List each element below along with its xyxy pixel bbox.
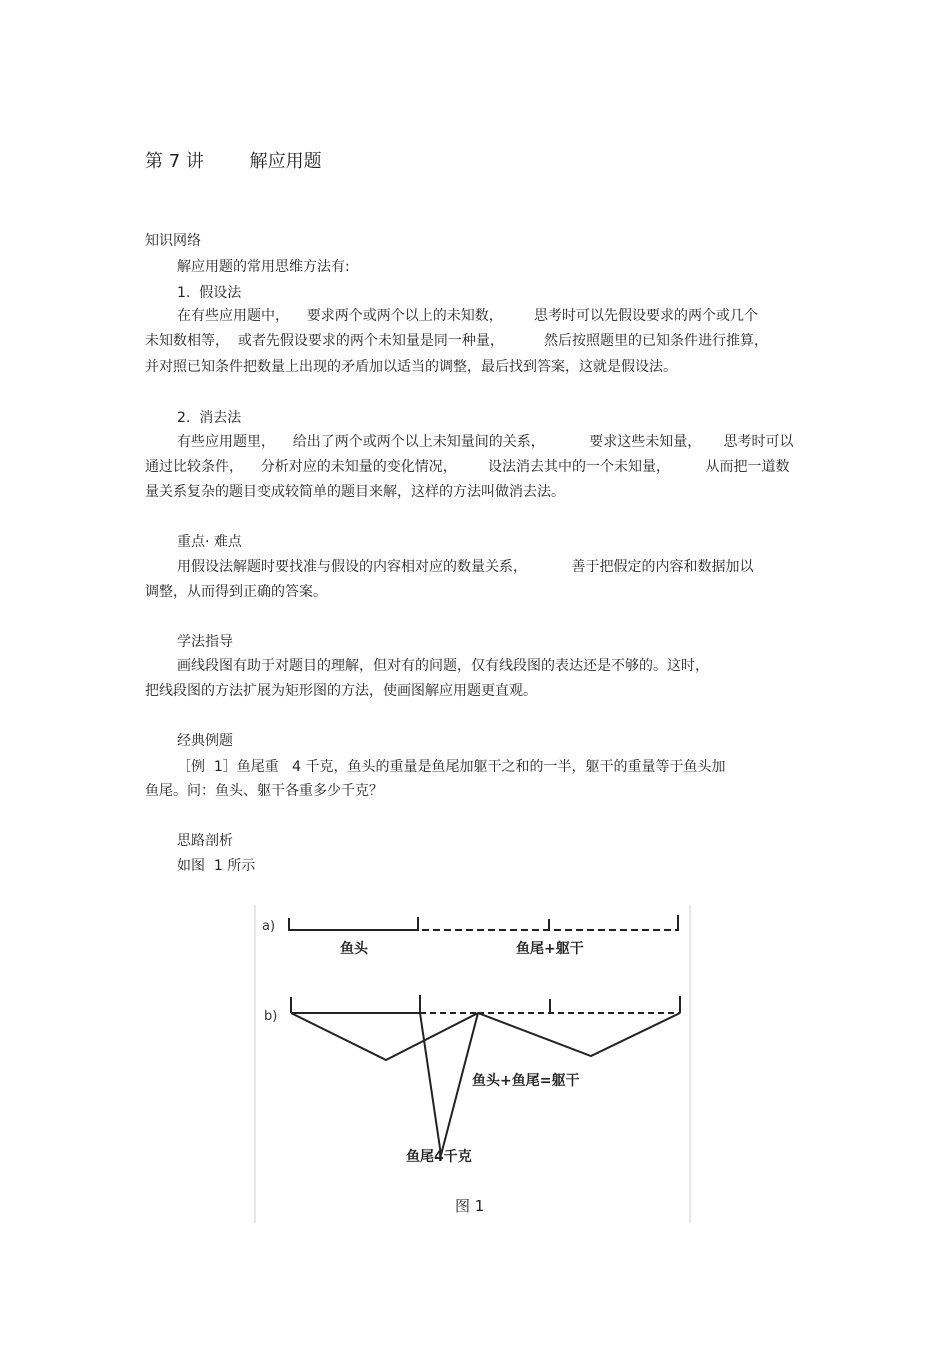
examples-heading: 经典例题 (177, 733, 233, 749)
line-segment-figure (254, 905, 692, 1223)
head-plus-tail-equals-body-label: 鱼头+鱼尾=躯干 (472, 1073, 580, 1089)
example-line-2: 鱼尾。问：鱼头、躯干各重多少千克？ (145, 783, 383, 799)
tail-plus-body-label: 鱼尾+躯干 (516, 941, 584, 957)
method2-line-2: 通过比较条件， 分析对应的未知量的变化情况， 设法消去其中的一个未知量， 从而把一道数 (145, 459, 790, 475)
study-guide-heading: 学法指导 (177, 634, 233, 650)
method2-heading: 2. 消去法 (177, 410, 242, 426)
label-a: a) (262, 919, 276, 934)
method2-line-1: 有些应用题里， 给出了两个或两个以上未知量间的关系， 要求这些未知量， 思考时可以 (177, 434, 794, 450)
key-points-line-1: 用假设法解题时要找准与假设的内容相对应的数量关系， 善于把假定的内容和数据加以 (177, 559, 754, 575)
tail-4kg-label: 鱼尾4千克 (406, 1149, 472, 1165)
figure-caption: 图 1 (455, 1197, 485, 1215)
study-guide-line-2: 把线段图的方法扩展为矩形图的方法，使画图解应用题更直观。 (145, 683, 537, 699)
heading-knowledge-network: 知识网络 (145, 233, 201, 249)
method1-line-1: 在有些应用题中， 要求两个或两个以上的未知数， 思考时可以先假设要求的两个或几个 (177, 308, 758, 324)
method1-line-2: 未知数相等， 或者先假设要求的两个未知量是同一种量， 然后按照题里的已知条件进行推算， (145, 333, 768, 349)
analysis-text: 如图 1 所示 (177, 858, 256, 874)
method1-heading: 1. 假设法 (177, 285, 242, 301)
method2-line-3: 量关系复杂的题目变成较简单的题目来解，这样的方法叫做消去法。 (145, 484, 565, 500)
page-title: 第 7 讲 解应用题 (145, 151, 322, 172)
example-line-1: ［例 1］鱼尾重 4 千克，鱼头的重量是鱼尾加躯干之和的一半，躯干的重量等于鱼头加 (177, 759, 726, 775)
analysis-heading: 思路剖析 (177, 833, 233, 849)
study-guide-line-1: 画线段图有助于对题目的理解，但对有的问题，仅有线段图的表达还是不够的。这时， (177, 658, 709, 674)
key-points-heading: 重点· 难点 (177, 534, 242, 550)
key-points-line-2: 调整，从而得到正确的答案。 (145, 584, 327, 600)
fish-head-label: 鱼头 (340, 941, 368, 957)
method1-line-3: 并对照已知条件把数量上出现的矛盾加以适当的调整，最后找到答案，这就是假设法。 (145, 359, 677, 375)
label-b: b) (264, 1009, 278, 1024)
intro-text: 解应用题的常用思维方法有: (177, 259, 350, 275)
